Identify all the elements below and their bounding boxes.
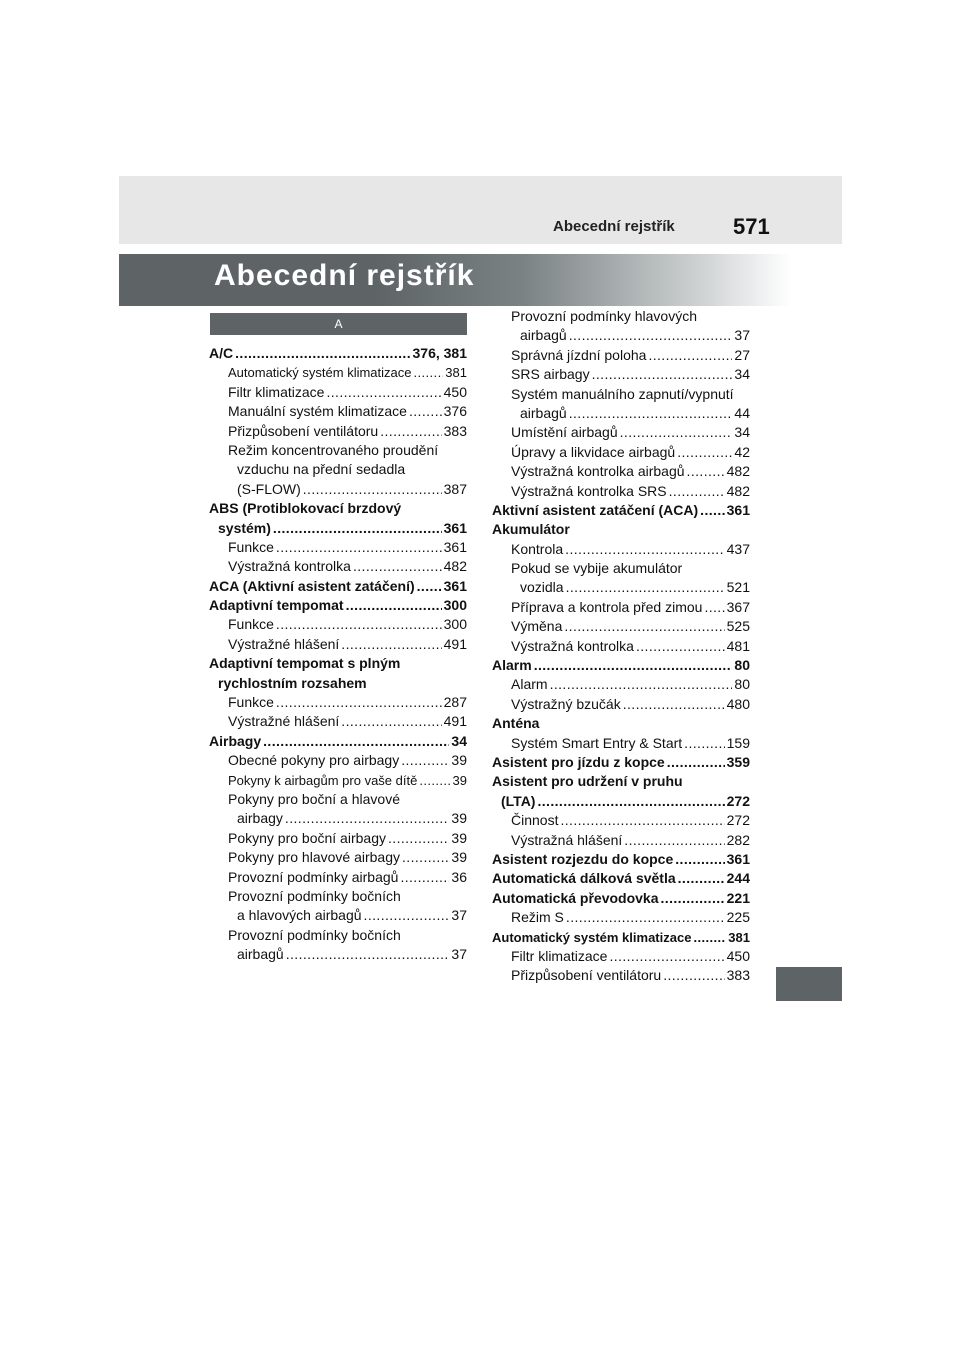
index-entry-page: 450 [726, 947, 750, 964]
index-entry [492, 831, 750, 850]
index-entry [209, 538, 467, 557]
index-entry-term: Výstražná kontrolka [228, 558, 351, 575]
dot-leader [409, 402, 442, 421]
dot-leader [353, 557, 442, 576]
index-entry [492, 520, 750, 539]
dot-leader [609, 947, 724, 966]
index-entry [492, 482, 750, 501]
dot-leader [564, 617, 724, 636]
dot-leader [534, 656, 733, 675]
index-entry-page: 491 [443, 713, 467, 730]
index-entry-page: 482 [443, 558, 467, 575]
index-entry-term: Přizpůsobení ventilátoru [511, 967, 662, 984]
index-entry-page: 437 [726, 540, 750, 557]
index-entry [209, 402, 467, 421]
index-entry [492, 908, 750, 927]
dot-leader [636, 637, 725, 656]
index-entry [492, 385, 750, 404]
index-entry-page: 244 [726, 870, 750, 887]
index-entry-page: 482 [726, 482, 750, 499]
index-entry-term: a hlavových airbagů [237, 907, 362, 924]
index-entry-page: 34 [451, 732, 467, 749]
index-entry [492, 559, 750, 578]
index-entry [209, 363, 467, 382]
dot-leader [417, 577, 442, 596]
index-entry-page: 39 [451, 752, 467, 769]
index-entry [209, 693, 467, 712]
index-entry [492, 734, 750, 753]
index-entry-page: 300 [443, 616, 467, 633]
index-entry [492, 307, 750, 326]
index-entry-term: airbagů [520, 404, 567, 421]
index-entry-term: ABS (Protiblokovací brzdový [209, 500, 402, 517]
index-entry-term: rychlostním rozsahem [218, 674, 367, 691]
index-entry [492, 501, 750, 520]
index-entry-term: Alarm [492, 657, 532, 674]
dot-leader [276, 538, 442, 557]
index-entry-page: 381 [728, 929, 750, 945]
dot-leader [537, 792, 724, 811]
index-entry [209, 654, 467, 673]
index-entry-term: Výstražná kontrolka airbagů [511, 463, 685, 480]
index-entry-term: Provozní podmínky bočních [228, 887, 401, 904]
dot-leader [566, 908, 725, 927]
index-entry-term: Provozní podmínky hlavových [511, 308, 697, 324]
dot-leader [402, 848, 449, 867]
index-entry [492, 443, 750, 462]
index-entry [209, 519, 467, 538]
index-entry-term: Automatická převodovka [492, 889, 659, 906]
index-entry-page: 300 [443, 597, 467, 614]
index-entry [492, 346, 750, 365]
index-entry-page: 282 [726, 831, 750, 848]
index-entry-page: 34 [734, 366, 750, 383]
index-entry [492, 811, 750, 830]
index-entry [209, 480, 467, 499]
index-entry [492, 869, 750, 888]
dot-leader [675, 850, 724, 869]
index-entry [492, 889, 750, 908]
index-entry [209, 596, 467, 615]
index-entry-term: Výstražná kontrolka SRS [511, 482, 667, 499]
index-entry-term: Činnost [511, 812, 559, 829]
index-entry [492, 578, 750, 597]
index-entry-page: 37 [451, 946, 467, 963]
index-entry-page: 361 [726, 501, 750, 518]
index-entry-term: Asistent pro jízdu z kopce [492, 753, 665, 770]
dot-leader [687, 462, 725, 481]
index-entry-term: Funkce [228, 694, 274, 711]
dot-leader [346, 596, 442, 615]
index-entry [209, 751, 467, 770]
index-entry [209, 499, 467, 518]
index-entry-term: Automatická dálková světla [492, 870, 676, 887]
index-entry-term: Manuální systém klimatizace [228, 403, 407, 420]
dot-leader [401, 751, 449, 770]
index-entry-term: vzduchu na přední sedadla [237, 461, 406, 478]
index-entry-term: Provozní podmínky airbagů [228, 868, 399, 885]
index-entry [492, 404, 750, 423]
index-entry-term: Výstražná kontrolka [511, 637, 634, 654]
index-entry [209, 926, 467, 945]
index-entry [209, 557, 467, 576]
index-entry-term: Příprava a kontrola před zimou [511, 598, 703, 615]
index-entry-term: Výstražný bzučák [511, 695, 621, 712]
section-letter: A [334, 317, 343, 331]
index-entry-term: Pokyny pro boční airbagy [228, 829, 386, 846]
index-entry-term: Funkce [228, 616, 274, 633]
index-entry-term: Přizpůsobení ventilátoru [228, 422, 379, 439]
index-entry [492, 617, 750, 636]
index-entry-term: Režim S [511, 909, 564, 926]
index-entry [209, 732, 467, 751]
dot-leader [400, 868, 449, 887]
index-entry [492, 540, 750, 559]
dot-leader [704, 598, 724, 617]
dot-leader [285, 809, 450, 828]
dot-leader [620, 423, 733, 442]
dot-leader [550, 675, 733, 694]
index-entry-term: Akumulátor [492, 521, 570, 538]
index-entry-term: Výměna [511, 618, 563, 635]
index-entry-page: 37 [451, 907, 467, 924]
index-entry [209, 615, 467, 634]
index-entry-term: airbagů [520, 327, 567, 344]
dot-leader [419, 771, 450, 790]
index-entry [209, 868, 467, 887]
dot-leader [341, 635, 441, 654]
index-entry-term: ACA (Aktivní asistent zatáčení) [209, 577, 415, 594]
dot-leader [700, 501, 724, 520]
dot-leader [560, 811, 724, 830]
index-entry [209, 848, 467, 867]
index-entry-page: 80 [734, 657, 750, 674]
index-entry-term: Asistent rozjezdu do kopce [492, 850, 674, 867]
index-entry [209, 674, 467, 693]
index-entry-term: Obecné pokyny pro airbagy [228, 752, 400, 769]
page-title: Abecední rejstřík [214, 259, 475, 292]
index-entry-page: 37 [734, 327, 750, 344]
index-entry-page: 383 [443, 422, 467, 439]
dot-leader [663, 966, 724, 985]
index-entry-page: 525 [726, 618, 750, 635]
index-entry-term: Airbagy [209, 732, 262, 749]
index-entry [209, 383, 467, 402]
dot-leader [693, 928, 726, 947]
index-entry [492, 928, 750, 947]
index-entry-page: 44 [734, 404, 750, 421]
dot-leader [677, 443, 732, 462]
dot-leader [569, 326, 733, 345]
index-entry-page: 491 [443, 635, 467, 652]
dot-leader [303, 480, 442, 499]
index-entry-page: 359 [726, 753, 750, 770]
index-entry-term: Výstražné hlášení [228, 635, 340, 652]
index-entry [492, 695, 750, 714]
dot-leader [286, 945, 450, 964]
index-entry-term: A/C [209, 345, 234, 361]
index-entry-term: Výstražné hlášení [228, 713, 340, 730]
index-entry-page: 34 [734, 424, 750, 441]
dot-leader [623, 695, 725, 714]
dot-leader [684, 734, 724, 753]
index-entry-term: airbagů [237, 946, 284, 963]
dot-leader [565, 540, 724, 559]
dot-leader [388, 829, 449, 848]
index-entry-term: Pokud se vybije akumulátor [511, 560, 683, 577]
index-entry-page: 387 [443, 480, 467, 497]
index-entry-page: 159 [726, 734, 750, 751]
index-entry [209, 771, 467, 790]
dot-leader [678, 869, 725, 888]
index-entry-page: 376, 381 [412, 345, 467, 361]
dot-leader [276, 615, 442, 634]
dot-leader [235, 344, 410, 363]
index-entry-term: Režim koncentrovaného proudění [228, 441, 439, 458]
index-entry-page: 39 [452, 772, 467, 788]
index-entry-page: 361 [443, 538, 467, 555]
index-entry-term: Alarm [511, 676, 548, 693]
index-entry-term: Pokyny pro hlavové airbagy [228, 849, 400, 866]
index-entry-term: Adaptivní tempomat [209, 597, 344, 614]
index-entry-term: Funkce [228, 538, 274, 555]
index-entry-page: 480 [726, 695, 750, 712]
index-entry [209, 809, 467, 828]
index-entry-term: Anténa [492, 715, 540, 732]
index-entry-term: systém) [218, 519, 271, 536]
index-entry [209, 422, 467, 441]
index-entry-term: Asistent pro udržení v pruhu [492, 773, 683, 790]
index-entry-term: Filtr klimatizace [228, 383, 325, 400]
dot-leader [273, 519, 442, 538]
index-entry [492, 365, 750, 384]
index-entry-term: Automatický systém klimatizace [492, 929, 692, 945]
index-entry-page: 225 [726, 909, 750, 926]
index-entry-term: Systém Smart Entry & Start [511, 734, 683, 751]
index-entry-page: 39 [451, 849, 467, 866]
index-entry [209, 712, 467, 731]
index-entry-term: Úpravy a likvidace airbagů [511, 443, 676, 460]
index-entry-term: (LTA) [501, 792, 536, 809]
index-entry [492, 656, 750, 675]
dot-leader [592, 365, 733, 384]
index-entry [492, 326, 750, 345]
index-entry-page: 450 [443, 383, 467, 400]
page-number: 571 [733, 214, 770, 239]
index-entry-page: 272 [726, 792, 750, 809]
index-entry [492, 598, 750, 617]
index-entry-term: Filtr klimatizace [511, 947, 608, 964]
index-entry-page: 272 [726, 812, 750, 829]
dot-leader [569, 404, 733, 423]
index-entry-page: 367 [726, 598, 750, 615]
index-entry-page: 361 [443, 577, 467, 594]
index-entry [492, 947, 750, 966]
index-entry-term: Pokyny k airbagům pro vaše dítě [228, 772, 418, 788]
index-entry-term: Výstražná hlášení [511, 831, 623, 848]
index-entry-term: Umístění airbagů [511, 424, 618, 441]
chapter-tab [776, 967, 842, 1001]
index-entry [209, 460, 467, 479]
index-entry-page: 381 [445, 365, 467, 381]
dot-leader [364, 906, 450, 925]
index-entry-term: SRS airbagy [511, 366, 590, 383]
index-entry-page: 481 [726, 637, 750, 654]
index-entry [492, 792, 750, 811]
index-entry-page: 361 [726, 850, 750, 867]
index-entry [209, 790, 467, 809]
index-entry [209, 441, 467, 460]
index-entry-term: Provozní podmínky bočních [228, 926, 401, 943]
running-title: Abecední rejstřík [553, 218, 675, 235]
index-entry [492, 966, 750, 985]
index-entry-page: 42 [734, 443, 750, 460]
index-entry-term: Pokyny pro boční a hlavové [228, 790, 400, 807]
section-letter-bar [210, 313, 467, 335]
index-entry [492, 423, 750, 442]
index-entry-page: 39 [451, 810, 467, 827]
index-entry-page: 221 [726, 889, 750, 906]
dot-leader [380, 422, 441, 441]
index-entry-page: 39 [451, 829, 467, 846]
index-entry-page: 80 [734, 676, 750, 693]
dot-leader [414, 363, 444, 382]
index-entry [209, 635, 467, 654]
index-entry [209, 829, 467, 848]
index-entry-term: Systém manuálního zapnutí/vypnutí [511, 385, 734, 402]
index-entry-page: 36 [451, 868, 467, 885]
index-entry [492, 637, 750, 656]
dot-leader [341, 712, 441, 731]
index-entry [209, 577, 467, 596]
index-entry-term: airbagy [237, 810, 283, 827]
dot-leader [624, 831, 724, 850]
dot-leader [276, 693, 442, 712]
index-column-left [209, 344, 467, 965]
index-entry-page: 482 [726, 463, 750, 480]
index-entry-term: Adaptivní tempomat s plným [209, 655, 401, 672]
index-column-right [492, 307, 750, 986]
index-entry [209, 906, 467, 925]
dot-leader [661, 889, 725, 908]
index-entry-page: 27 [734, 346, 750, 363]
index-entry [492, 714, 750, 733]
index-entry [209, 945, 467, 964]
dot-leader [326, 383, 441, 402]
index-entry [492, 462, 750, 481]
dot-leader [263, 732, 449, 751]
index-entry [492, 772, 750, 791]
index-entry [492, 675, 750, 694]
index-entry-term: Aktivní asistent zatáčení (ACA) [492, 501, 699, 518]
index-entry [209, 344, 467, 363]
index-entry-page: 287 [443, 694, 467, 711]
index-entry-term: Správná jízdní poloha [511, 346, 647, 363]
index-entry-term: (S-FLOW) [237, 480, 301, 497]
index-entry [492, 753, 750, 772]
index-entry-page: 383 [726, 967, 750, 984]
dot-leader [667, 753, 725, 772]
index-entry-page: 361 [443, 519, 467, 536]
dot-leader [566, 578, 725, 597]
index-entry-page: 521 [726, 579, 750, 596]
index-entry [492, 850, 750, 869]
index-entry-page: 376 [443, 403, 467, 420]
index-entry-term: Automatický systém klimatizace [228, 365, 412, 381]
index-entry-term: vozidla [520, 579, 564, 596]
dot-leader [648, 346, 732, 365]
index-entry-term: Kontrola [511, 540, 564, 557]
index-entry [209, 887, 467, 906]
dot-leader [669, 482, 725, 501]
